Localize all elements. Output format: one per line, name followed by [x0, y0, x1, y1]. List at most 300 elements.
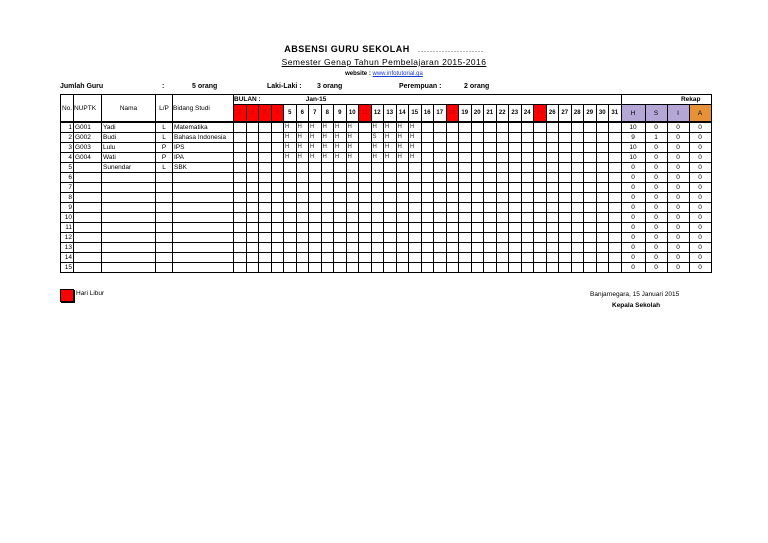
attendance-cell-day-23[interactable] — [509, 143, 522, 153]
attendance-cell-day-26[interactable] — [546, 223, 559, 233]
attendance-cell-day-14[interactable] — [396, 183, 409, 193]
attendance-cell-day-4[interactable] — [271, 223, 284, 233]
attendance-cell-day-24[interactable] — [521, 173, 534, 183]
attendance-cell-day-9[interactable] — [334, 183, 347, 193]
attendance-cell-day-15[interactable] — [409, 253, 422, 263]
attendance-cell-day-12[interactable]: S — [371, 133, 384, 143]
cell-nama[interactable] — [102, 253, 156, 263]
attendance-cell-day-19[interactable] — [459, 253, 472, 263]
attendance-cell-day-29[interactable] — [584, 233, 597, 243]
attendance-cell-day-29[interactable] — [584, 163, 597, 173]
attendance-cell-day-28[interactable] — [571, 263, 584, 273]
attendance-cell-day-10[interactable] — [346, 163, 359, 173]
attendance-cell-day-7[interactable]: H — [309, 133, 322, 143]
attendance-cell-day-27[interactable] — [559, 263, 572, 273]
attendance-cell-day-8[interactable]: H — [321, 122, 334, 133]
attendance-cell-day-27[interactable] — [559, 203, 572, 213]
cell-bidang-studi[interactable]: Matematika — [173, 122, 234, 133]
attendance-cell-day-29[interactable] — [584, 153, 597, 163]
cell-lp[interactable] — [156, 263, 173, 273]
attendance-cell-day-25[interactable] — [534, 243, 547, 253]
cell-bidang-studi[interactable] — [173, 263, 234, 273]
attendance-cell-day-7[interactable] — [309, 253, 322, 263]
attendance-cell-day-28[interactable] — [571, 233, 584, 243]
attendance-cell-day-31[interactable] — [609, 193, 622, 203]
attendance-cell-day-20[interactable] — [471, 233, 484, 243]
attendance-cell-day-29[interactable] — [584, 223, 597, 233]
attendance-cell-day-18[interactable] — [446, 233, 459, 243]
cell-bidang-studi[interactable] — [173, 203, 234, 213]
attendance-cell-day-11[interactable] — [359, 263, 372, 273]
attendance-cell-day-31[interactable] — [609, 173, 622, 183]
cell-lp[interactable] — [156, 223, 173, 233]
attendance-cell-day-17[interactable] — [434, 143, 447, 153]
attendance-cell-day-1[interactable] — [234, 203, 247, 213]
attendance-cell-day-21[interactable] — [484, 213, 497, 223]
cell-lp[interactable]: L — [156, 163, 173, 173]
attendance-cell-day-31[interactable] — [609, 122, 622, 133]
attendance-cell-day-16[interactable] — [421, 122, 434, 133]
attendance-cell-day-10[interactable]: H — [346, 153, 359, 163]
attendance-cell-day-29[interactable] — [584, 143, 597, 153]
attendance-cell-day-17[interactable] — [434, 253, 447, 263]
attendance-cell-day-9[interactable]: H — [334, 133, 347, 143]
attendance-cell-day-29[interactable] — [584, 183, 597, 193]
attendance-cell-day-20[interactable] — [471, 253, 484, 263]
attendance-cell-day-2[interactable] — [246, 213, 259, 223]
attendance-cell-day-18[interactable] — [446, 243, 459, 253]
attendance-cell-day-7[interactable] — [309, 203, 322, 213]
cell-nuptk[interactable] — [74, 163, 102, 173]
cell-nuptk[interactable] — [74, 243, 102, 253]
attendance-cell-day-7[interactable] — [309, 173, 322, 183]
attendance-cell-day-6[interactable] — [296, 193, 309, 203]
attendance-cell-day-13[interactable] — [384, 203, 397, 213]
attendance-cell-day-21[interactable] — [484, 122, 497, 133]
attendance-cell-day-6[interactable]: H — [296, 122, 309, 133]
attendance-cell-day-25[interactable] — [534, 223, 547, 233]
attendance-cell-day-26[interactable] — [546, 122, 559, 133]
attendance-cell-day-9[interactable] — [334, 173, 347, 183]
attendance-cell-day-18[interactable] — [446, 133, 459, 143]
attendance-cell-day-1[interactable] — [234, 213, 247, 223]
cell-bidang-studi[interactable]: IPS — [173, 143, 234, 153]
attendance-cell-day-19[interactable] — [459, 173, 472, 183]
attendance-cell-day-4[interactable] — [271, 122, 284, 133]
attendance-cell-day-11[interactable] — [359, 233, 372, 243]
attendance-cell-day-10[interactable] — [346, 203, 359, 213]
attendance-cell-day-5[interactable] — [284, 173, 297, 183]
attendance-cell-day-5[interactable]: H — [284, 133, 297, 143]
cell-nama[interactable] — [102, 223, 156, 233]
cell-lp[interactable]: P — [156, 153, 173, 163]
attendance-cell-day-4[interactable] — [271, 133, 284, 143]
attendance-cell-day-19[interactable] — [459, 163, 472, 173]
attendance-cell-day-5[interactable] — [284, 183, 297, 193]
cell-no[interactable]: 7 — [61, 183, 74, 193]
attendance-cell-day-9[interactable] — [334, 193, 347, 203]
attendance-cell-day-26[interactable] — [546, 173, 559, 183]
attendance-cell-day-16[interactable] — [421, 223, 434, 233]
cell-no[interactable]: 15 — [61, 263, 74, 273]
attendance-cell-day-4[interactable] — [271, 163, 284, 173]
attendance-cell-day-22[interactable] — [496, 223, 509, 233]
attendance-cell-day-26[interactable] — [546, 143, 559, 153]
attendance-cell-day-3[interactable] — [259, 203, 272, 213]
attendance-cell-day-17[interactable] — [434, 173, 447, 183]
attendance-cell-day-3[interactable] — [259, 183, 272, 193]
attendance-cell-day-8[interactable] — [321, 163, 334, 173]
attendance-cell-day-31[interactable] — [609, 213, 622, 223]
attendance-cell-day-16[interactable] — [421, 133, 434, 143]
attendance-cell-day-14[interactable] — [396, 233, 409, 243]
attendance-cell-day-5[interactable] — [284, 223, 297, 233]
attendance-cell-day-6[interactable]: H — [296, 153, 309, 163]
attendance-cell-day-28[interactable] — [571, 133, 584, 143]
attendance-cell-day-21[interactable] — [484, 133, 497, 143]
attendance-cell-day-9[interactable] — [334, 243, 347, 253]
attendance-cell-day-25[interactable] — [534, 183, 547, 193]
attendance-cell-day-13[interactable] — [384, 183, 397, 193]
attendance-cell-day-3[interactable] — [259, 213, 272, 223]
attendance-cell-day-18[interactable] — [446, 163, 459, 173]
cell-lp[interactable] — [156, 233, 173, 243]
cell-nama[interactable]: Lulu — [102, 143, 156, 153]
attendance-cell-day-15[interactable]: H — [409, 133, 422, 143]
attendance-cell-day-31[interactable] — [609, 203, 622, 213]
attendance-cell-day-2[interactable] — [246, 223, 259, 233]
attendance-cell-day-3[interactable] — [259, 133, 272, 143]
attendance-cell-day-18[interactable] — [446, 213, 459, 223]
cell-bidang-studi[interactable] — [173, 223, 234, 233]
attendance-cell-day-24[interactable] — [521, 153, 534, 163]
attendance-cell-day-11[interactable] — [359, 203, 372, 213]
attendance-cell-day-25[interactable] — [534, 163, 547, 173]
attendance-cell-day-3[interactable] — [259, 253, 272, 263]
attendance-cell-day-20[interactable] — [471, 122, 484, 133]
attendance-cell-day-19[interactable] — [459, 122, 472, 133]
attendance-cell-day-11[interactable] — [359, 253, 372, 263]
attendance-cell-day-17[interactable] — [434, 133, 447, 143]
attendance-cell-day-11[interactable] — [359, 173, 372, 183]
cell-nama[interactable] — [102, 233, 156, 243]
attendance-cell-day-24[interactable] — [521, 133, 534, 143]
attendance-cell-day-29[interactable] — [584, 193, 597, 203]
cell-bidang-studi[interactable]: IPA — [173, 153, 234, 163]
attendance-cell-day-7[interactable] — [309, 263, 322, 273]
attendance-cell-day-20[interactable] — [471, 133, 484, 143]
attendance-cell-day-22[interactable] — [496, 133, 509, 143]
attendance-cell-day-15[interactable] — [409, 193, 422, 203]
attendance-cell-day-5[interactable] — [284, 243, 297, 253]
attendance-cell-day-18[interactable] — [446, 153, 459, 163]
attendance-cell-day-20[interactable] — [471, 243, 484, 253]
attendance-cell-day-30[interactable] — [596, 133, 609, 143]
attendance-cell-day-21[interactable] — [484, 153, 497, 163]
attendance-cell-day-13[interactable] — [384, 263, 397, 273]
attendance-cell-day-28[interactable] — [571, 163, 584, 173]
attendance-cell-day-8[interactable]: H — [321, 143, 334, 153]
attendance-cell-day-11[interactable] — [359, 153, 372, 163]
attendance-cell-day-3[interactable] — [259, 173, 272, 183]
attendance-cell-day-1[interactable] — [234, 153, 247, 163]
attendance-cell-day-17[interactable] — [434, 163, 447, 173]
attendance-cell-day-24[interactable] — [521, 163, 534, 173]
cell-nama[interactable] — [102, 263, 156, 273]
attendance-cell-day-5[interactable] — [284, 233, 297, 243]
cell-nuptk[interactable]: G001 — [74, 122, 102, 133]
cell-no[interactable]: 2 — [61, 133, 74, 143]
attendance-cell-day-10[interactable] — [346, 223, 359, 233]
attendance-cell-day-5[interactable]: H — [284, 122, 297, 133]
attendance-cell-day-15[interactable]: H — [409, 143, 422, 153]
attendance-cell-day-27[interactable] — [559, 233, 572, 243]
attendance-cell-day-28[interactable] — [571, 203, 584, 213]
attendance-cell-day-30[interactable] — [596, 153, 609, 163]
attendance-cell-day-14[interactable]: H — [396, 143, 409, 153]
attendance-cell-day-19[interactable] — [459, 193, 472, 203]
attendance-cell-day-6[interactable] — [296, 243, 309, 253]
attendance-cell-day-24[interactable] — [521, 193, 534, 203]
cell-lp[interactable] — [156, 213, 173, 223]
attendance-cell-day-23[interactable] — [509, 163, 522, 173]
attendance-cell-day-5[interactable] — [284, 213, 297, 223]
attendance-cell-day-14[interactable]: H — [396, 153, 409, 163]
attendance-cell-day-15[interactable] — [409, 213, 422, 223]
attendance-cell-day-14[interactable] — [396, 173, 409, 183]
attendance-cell-day-2[interactable] — [246, 193, 259, 203]
attendance-cell-day-30[interactable] — [596, 143, 609, 153]
attendance-cell-day-30[interactable] — [596, 163, 609, 173]
cell-lp[interactable] — [156, 253, 173, 263]
attendance-cell-day-14[interactable] — [396, 193, 409, 203]
attendance-cell-day-8[interactable] — [321, 183, 334, 193]
attendance-cell-day-12[interactable] — [371, 163, 384, 173]
cell-no[interactable]: 4 — [61, 153, 74, 163]
attendance-cell-day-20[interactable] — [471, 203, 484, 213]
attendance-cell-day-1[interactable] — [234, 253, 247, 263]
attendance-cell-day-12[interactable] — [371, 243, 384, 253]
attendance-cell-day-10[interactable] — [346, 233, 359, 243]
attendance-cell-day-25[interactable] — [534, 143, 547, 153]
attendance-cell-day-5[interactable] — [284, 163, 297, 173]
attendance-cell-day-31[interactable] — [609, 183, 622, 193]
attendance-cell-day-6[interactable] — [296, 213, 309, 223]
attendance-cell-day-9[interactable] — [334, 263, 347, 273]
attendance-cell-day-26[interactable] — [546, 183, 559, 193]
attendance-cell-day-7[interactable] — [309, 163, 322, 173]
attendance-cell-day-1[interactable] — [234, 173, 247, 183]
attendance-cell-day-12[interactable] — [371, 233, 384, 243]
attendance-cell-day-10[interactable] — [346, 193, 359, 203]
attendance-cell-day-25[interactable] — [534, 153, 547, 163]
attendance-cell-day-16[interactable] — [421, 253, 434, 263]
cell-bidang-studi[interactable] — [173, 183, 234, 193]
attendance-cell-day-21[interactable] — [484, 193, 497, 203]
attendance-cell-day-24[interactable] — [521, 223, 534, 233]
attendance-cell-day-28[interactable] — [571, 183, 584, 193]
attendance-cell-day-2[interactable] — [246, 203, 259, 213]
attendance-cell-day-21[interactable] — [484, 243, 497, 253]
attendance-cell-day-4[interactable] — [271, 263, 284, 273]
attendance-cell-day-9[interactable]: H — [334, 143, 347, 153]
cell-nama[interactable]: Yadi — [102, 122, 156, 133]
attendance-cell-day-8[interactable] — [321, 203, 334, 213]
attendance-cell-day-8[interactable] — [321, 243, 334, 253]
attendance-cell-day-3[interactable] — [259, 143, 272, 153]
cell-nuptk[interactable] — [74, 233, 102, 243]
attendance-cell-day-28[interactable] — [571, 253, 584, 263]
attendance-cell-day-6[interactable] — [296, 223, 309, 233]
attendance-cell-day-18[interactable] — [446, 263, 459, 273]
attendance-cell-day-15[interactable]: H — [409, 153, 422, 163]
attendance-cell-day-25[interactable] — [534, 253, 547, 263]
attendance-cell-day-24[interactable] — [521, 203, 534, 213]
cell-nama[interactable]: Sunendar — [102, 163, 156, 173]
cell-nuptk[interactable] — [74, 223, 102, 233]
attendance-cell-day-12[interactable] — [371, 213, 384, 223]
attendance-cell-day-22[interactable] — [496, 183, 509, 193]
attendance-cell-day-3[interactable] — [259, 122, 272, 133]
attendance-cell-day-17[interactable] — [434, 193, 447, 203]
attendance-cell-day-10[interactable]: H — [346, 122, 359, 133]
attendance-cell-day-19[interactable] — [459, 263, 472, 273]
attendance-cell-day-17[interactable] — [434, 183, 447, 193]
attendance-cell-day-29[interactable] — [584, 133, 597, 143]
attendance-cell-day-11[interactable] — [359, 183, 372, 193]
attendance-cell-day-23[interactable] — [509, 213, 522, 223]
attendance-cell-day-21[interactable] — [484, 183, 497, 193]
attendance-cell-day-5[interactable] — [284, 263, 297, 273]
attendance-cell-day-30[interactable] — [596, 183, 609, 193]
attendance-cell-day-16[interactable] — [421, 203, 434, 213]
attendance-cell-day-29[interactable] — [584, 173, 597, 183]
attendance-cell-day-7[interactable]: H — [309, 143, 322, 153]
attendance-cell-day-5[interactable] — [284, 203, 297, 213]
attendance-cell-day-4[interactable] — [271, 213, 284, 223]
attendance-cell-day-14[interactable]: H — [396, 133, 409, 143]
attendance-cell-day-18[interactable] — [446, 223, 459, 233]
attendance-cell-day-6[interactable] — [296, 183, 309, 193]
attendance-cell-day-9[interactable] — [334, 233, 347, 243]
attendance-cell-day-31[interactable] — [609, 223, 622, 233]
attendance-cell-day-4[interactable] — [271, 183, 284, 193]
cell-lp[interactable]: L — [156, 122, 173, 133]
cell-nama[interactable] — [102, 203, 156, 213]
attendance-cell-day-1[interactable] — [234, 122, 247, 133]
attendance-cell-day-17[interactable] — [434, 243, 447, 253]
attendance-cell-day-6[interactable] — [296, 263, 309, 273]
attendance-cell-day-10[interactable]: H — [346, 133, 359, 143]
attendance-cell-day-21[interactable] — [484, 223, 497, 233]
attendance-cell-day-29[interactable] — [584, 203, 597, 213]
attendance-cell-day-18[interactable] — [446, 173, 459, 183]
attendance-cell-day-13[interactable]: H — [384, 133, 397, 143]
attendance-cell-day-25[interactable] — [534, 133, 547, 143]
cell-lp[interactable] — [156, 193, 173, 203]
attendance-cell-day-20[interactable] — [471, 173, 484, 183]
attendance-cell-day-23[interactable] — [509, 183, 522, 193]
attendance-cell-day-8[interactable] — [321, 253, 334, 263]
attendance-cell-day-24[interactable] — [521, 253, 534, 263]
attendance-cell-day-2[interactable] — [246, 173, 259, 183]
attendance-cell-day-14[interactable]: H — [396, 122, 409, 133]
attendance-cell-day-26[interactable] — [546, 263, 559, 273]
attendance-cell-day-27[interactable] — [559, 213, 572, 223]
attendance-cell-day-26[interactable] — [546, 243, 559, 253]
attendance-cell-day-23[interactable] — [509, 153, 522, 163]
attendance-cell-day-1[interactable] — [234, 223, 247, 233]
attendance-cell-day-4[interactable] — [271, 193, 284, 203]
attendance-cell-day-6[interactable] — [296, 203, 309, 213]
attendance-cell-day-13[interactable] — [384, 213, 397, 223]
cell-lp[interactable] — [156, 173, 173, 183]
attendance-cell-day-16[interactable] — [421, 173, 434, 183]
attendance-cell-day-30[interactable] — [596, 233, 609, 243]
attendance-cell-day-22[interactable] — [496, 213, 509, 223]
attendance-cell-day-21[interactable] — [484, 143, 497, 153]
attendance-cell-day-6[interactable] — [296, 233, 309, 243]
attendance-cell-day-24[interactable] — [521, 143, 534, 153]
attendance-cell-day-16[interactable] — [421, 143, 434, 153]
attendance-cell-day-17[interactable] — [434, 213, 447, 223]
attendance-cell-day-1[interactable] — [234, 133, 247, 143]
cell-nuptk[interactable]: G002 — [74, 133, 102, 143]
attendance-cell-day-22[interactable] — [496, 203, 509, 213]
attendance-cell-day-27[interactable] — [559, 163, 572, 173]
attendance-cell-day-12[interactable] — [371, 253, 384, 263]
attendance-cell-day-16[interactable] — [421, 193, 434, 203]
attendance-cell-day-25[interactable] — [534, 233, 547, 243]
attendance-cell-day-17[interactable] — [434, 203, 447, 213]
attendance-cell-day-5[interactable] — [284, 253, 297, 263]
attendance-cell-day-26[interactable] — [546, 193, 559, 203]
attendance-cell-day-10[interactable] — [346, 263, 359, 273]
attendance-cell-day-11[interactable] — [359, 163, 372, 173]
attendance-cell-day-2[interactable] — [246, 253, 259, 263]
cell-no[interactable]: 5 — [61, 163, 74, 173]
attendance-cell-day-23[interactable] — [509, 122, 522, 133]
attendance-cell-day-30[interactable] — [596, 243, 609, 253]
attendance-cell-day-22[interactable] — [496, 173, 509, 183]
attendance-cell-day-15[interactable] — [409, 203, 422, 213]
attendance-cell-day-24[interactable] — [521, 122, 534, 133]
attendance-cell-day-17[interactable] — [434, 223, 447, 233]
attendance-cell-day-30[interactable] — [596, 263, 609, 273]
attendance-cell-day-27[interactable] — [559, 243, 572, 253]
attendance-cell-day-31[interactable] — [609, 263, 622, 273]
attendance-cell-day-7[interactable]: H — [309, 122, 322, 133]
attendance-cell-day-31[interactable] — [609, 143, 622, 153]
attendance-cell-day-13[interactable]: H — [384, 122, 397, 133]
attendance-cell-day-1[interactable] — [234, 183, 247, 193]
attendance-cell-day-24[interactable] — [521, 233, 534, 243]
attendance-cell-day-25[interactable] — [534, 173, 547, 183]
attendance-cell-day-19[interactable] — [459, 183, 472, 193]
attendance-cell-day-12[interactable]: H — [371, 122, 384, 133]
attendance-cell-day-19[interactable] — [459, 133, 472, 143]
cell-nuptk[interactable]: G003 — [74, 143, 102, 153]
attendance-cell-day-19[interactable] — [459, 143, 472, 153]
attendance-cell-day-15[interactable] — [409, 183, 422, 193]
cell-no[interactable]: 6 — [61, 173, 74, 183]
cell-bidang-studi[interactable] — [173, 253, 234, 263]
attendance-cell-day-31[interactable] — [609, 253, 622, 263]
attendance-cell-day-14[interactable] — [396, 243, 409, 253]
cell-nama[interactable]: Wati — [102, 153, 156, 163]
attendance-cell-day-8[interactable]: H — [321, 133, 334, 143]
attendance-cell-day-2[interactable] — [246, 143, 259, 153]
